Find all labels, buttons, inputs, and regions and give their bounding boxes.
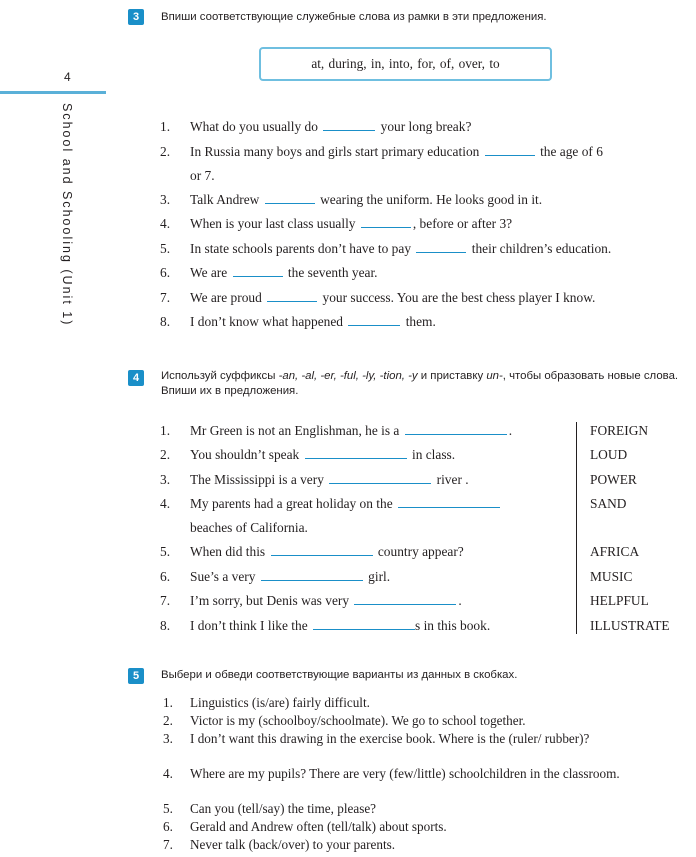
stem-word: SAND [590, 496, 627, 511]
exercise-4-instruction: Используй суффиксы -an, -al, -er, -ful, -ly, -tion, -y и приставку un-, чтобы образовать новые слова. Впиши их в предложения. [161, 370, 679, 397]
ex5-item-1: 1. Linguistics (is/are) fairly difficult. [163, 695, 370, 710]
ex5-item-6: 6. Gerald and Andrew often (tell/talk) about sports. [163, 819, 447, 834]
exercise-4-badge: 4 [128, 370, 144, 386]
ex3-item-7: 7. We are proud your success. You are the best chess player I know. [160, 290, 596, 305]
exercise-3-instruction: Впиши соответствующие служебные слова из рамки в эти предложения. [161, 11, 547, 23]
word-box: at, during, in, into, for, of, over, to [259, 47, 552, 81]
answer-blank[interactable] [267, 291, 317, 302]
answer-blank[interactable] [354, 594, 456, 605]
ex5-item-7: 7. Never talk (back/over) to your parents. [163, 837, 396, 852]
ex4-item-1: 1. Mr Green is not an Englishman, he is a . [160, 423, 513, 438]
stem-word: FOREIGN [590, 423, 649, 438]
stem-word: MUSIC [590, 569, 633, 584]
answer-blank[interactable] [265, 193, 315, 204]
ex5-item-2: 2. Victor is my (schoolboy/schoolmate). We go to school together. [163, 713, 526, 728]
answer-blank[interactable] [233, 266, 283, 277]
ex4-item-6: 6. Sue’s a very girl. [160, 569, 391, 584]
answer-blank[interactable] [416, 242, 466, 253]
ex3-item-2: 2. In Russia many boys and girls start primary education the age of 6 [160, 144, 603, 159]
ex4-item-8: 8. I don’t think I like the s in this book. [160, 618, 491, 633]
stem-word: HELPFUL [590, 593, 649, 608]
ex5-item-5: 5. Can you (tell/say) the time, please? [163, 801, 377, 816]
stem-word: POWER [590, 472, 637, 487]
ex4-item-2: 2. You shouldn’t speak in class. [160, 447, 456, 462]
unit-side-title: School and Schooling (Unit 1) [60, 103, 74, 327]
exercise-5-instruction: Выбери и обведи соответствующие варианты из данных в скобках. [161, 669, 518, 681]
answer-blank[interactable] [261, 570, 363, 581]
answer-blank[interactable] [405, 424, 507, 435]
ex4-item-5: 5. When did this country appear? [160, 544, 464, 559]
answer-blank[interactable] [305, 448, 407, 459]
ex4-item-7: 7. I’m sorry, but Denis was very . [160, 593, 462, 608]
ex5-item-3: 3. I don’t want this drawing in the exercise book. Where is the (ruler/ rubber)? [163, 731, 590, 746]
ex3-item-3: 3. Talk Andrew wearing the uniform. He looks good in it. [160, 192, 543, 207]
column-divider [576, 422, 577, 634]
ex4-item-3: 3. The Mississippi is a very river . [160, 472, 469, 487]
ex3-item-1: 1. What do you usually do your long break? [160, 119, 472, 134]
answer-blank[interactable] [329, 473, 431, 484]
ex3-item-5: 5. In state schools parents don’t have to pay their children’s education. [160, 241, 612, 256]
ex3-item-4: 4. When is your last class usually , before or after 3? [160, 216, 513, 231]
answer-blank[interactable] [485, 145, 535, 156]
side-rule [0, 91, 106, 94]
answer-blank[interactable] [348, 315, 400, 326]
answer-blank[interactable] [361, 217, 411, 228]
answer-blank[interactable] [398, 497, 500, 508]
stem-word: LOUD [590, 447, 628, 462]
ex5-item-4: 4. Where are my pupils? There are very (few/little) schoolchildren in the classroom. [163, 766, 620, 781]
answer-blank[interactable] [323, 120, 375, 131]
exercise-5-badge: 5 [128, 668, 144, 684]
answer-blank[interactable] [271, 545, 373, 556]
ex3-item-8: 8. I don’t know what happened them. [160, 314, 436, 329]
ex3-item-2-continued: or 7. [190, 168, 215, 183]
exercise-3-badge: 3 [128, 9, 144, 25]
ex4-item-4-continued: beaches of California. [190, 520, 308, 535]
stem-word: AFRICA [590, 544, 640, 559]
page-number: 4 [64, 70, 71, 84]
ex4-item-4: 4. My parents had a great holiday on the [160, 495, 502, 512]
ex3-item-6: 6. We are the seventh year. [160, 265, 378, 280]
answer-blank[interactable] [313, 619, 415, 630]
stem-word: ILLUSTRATE [590, 618, 670, 633]
